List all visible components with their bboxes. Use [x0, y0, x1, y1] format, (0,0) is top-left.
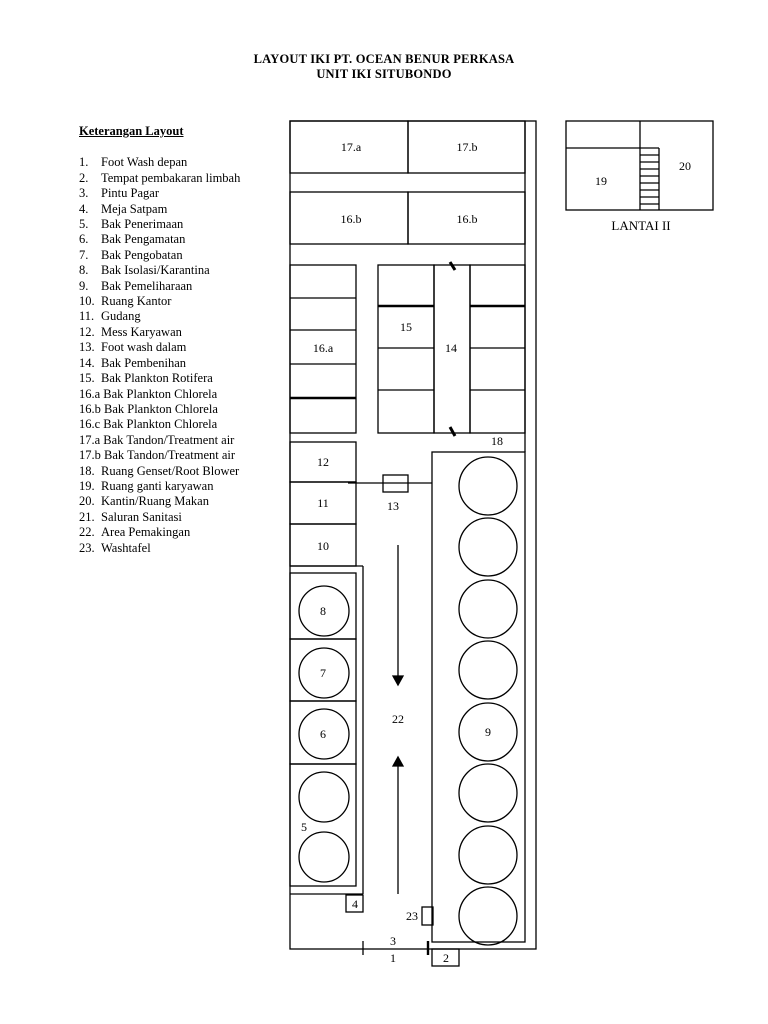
legend-item-number: 20.: [79, 494, 95, 509]
legend-item-number: 9.: [79, 278, 89, 293]
legend-item-text: Foot wash dalam: [101, 340, 187, 355]
tank-5-circle-bottom: [299, 832, 349, 882]
legend-item-text: 16.a Bak Plankton Chlorela: [79, 386, 218, 401]
label-7: 7: [320, 666, 326, 680]
label-18: 18: [491, 434, 503, 448]
tank-9-circles: [459, 457, 517, 945]
legend-item-text: Area Pemakingan: [101, 525, 191, 540]
legend-item-text: Bak Pemeliharaan: [101, 278, 193, 293]
door-mark-bottom: [450, 427, 455, 436]
legend-item-text: Ruang ganti karyawan: [101, 478, 214, 493]
legend-item-text: Ruang Genset/Root Blower: [101, 463, 240, 478]
legend-item-number: 4.: [79, 201, 89, 216]
label-16b-right: 16.b: [456, 212, 478, 226]
legend-item-number: 21.: [79, 509, 95, 524]
legend-item-text: Foot Wash depan: [101, 155, 188, 170]
legend-item-text: Meja Satpam: [101, 201, 168, 216]
area-22-arrow-down: [393, 545, 403, 685]
site-boundary: [290, 121, 536, 949]
legend-item-number: 8.: [79, 263, 89, 278]
legend-item-text: 17.b Bak Tandon/Treatment air: [79, 448, 236, 463]
legend-item-number: 7.: [79, 247, 89, 262]
legend-item-text: Washtafel: [101, 540, 151, 555]
legend-item-number: 14.: [79, 355, 95, 370]
legend-item-number: 3.: [79, 186, 89, 201]
legend-item-text: Bak Pengobatan: [101, 247, 183, 262]
label-3: 3: [390, 934, 396, 948]
legend-item-text: Bak Plankton Rotifera: [101, 371, 213, 386]
tank-15-block: [378, 265, 434, 433]
label-23: 23: [406, 909, 418, 923]
legend-item-text: Kantin/Ruang Makan: [101, 494, 209, 509]
legend-item-text: Tempat pembakaran limbah: [101, 170, 241, 185]
legend-item-text: Bak Penerimaan: [101, 217, 184, 232]
legend-item-number: 2.: [79, 170, 89, 185]
label-lantai-2: LANTAI II: [611, 218, 671, 233]
layout-subtitle: UNIT IKI SITUBONDO: [316, 67, 452, 81]
legend-item-number: 11.: [79, 309, 95, 324]
label-12: 12: [317, 455, 329, 469]
legend-item-text: Mess Karyawan: [101, 324, 182, 339]
legend-item-number: 22.: [79, 525, 95, 540]
legend-item-text: Bak Pengamatan: [101, 232, 186, 247]
legend-item-text: 16.c Bak Plankton Chlorela: [79, 417, 218, 432]
label-4: 4: [352, 897, 358, 911]
legend-item-text: Saluran Sanitasi: [101, 509, 182, 524]
legend-item-text: Ruang Kantor: [101, 294, 172, 309]
legend-item-number: 23.: [79, 540, 95, 555]
legend-item-text: Bak Pembenihan: [101, 355, 187, 370]
legend-item-number: 6.: [79, 232, 89, 247]
label-17a: 17.a: [340, 140, 362, 154]
area-22-arrow-up: [393, 757, 403, 894]
label-16b-left: 16.b: [340, 212, 362, 226]
legend-item-number: 19.: [79, 478, 95, 493]
legend-item-text: Gudang: [101, 309, 141, 324]
label-14: 14: [445, 341, 457, 355]
tank-14-right-block: [470, 265, 525, 433]
label-22: 22: [392, 712, 404, 726]
door-mark-top: [450, 262, 455, 270]
label-16a: 16.a: [312, 341, 334, 355]
label-13: 13: [387, 499, 399, 513]
legend-item-number: 18.: [79, 463, 95, 478]
label-6: 6: [320, 727, 326, 741]
legend-item-number: 10.: [79, 294, 95, 309]
legend-item-text: Bak Isolasi/Karantina: [101, 263, 210, 278]
label-15: 15: [400, 320, 412, 334]
legend-item-text: 16.b Bak Plankton Chlorela: [79, 401, 218, 416]
label-11: 11: [317, 496, 329, 510]
legend-item-number: 15.: [79, 371, 95, 386]
legend-item-text: 17.a Bak Tandon/Treatment air: [79, 432, 235, 447]
legend-item-text: Pintu Pagar: [101, 186, 159, 201]
label-10: 10: [317, 539, 329, 553]
legend-heading: Keterangan Layout: [79, 124, 184, 138]
label-2: 2: [443, 951, 449, 965]
label-8: 8: [320, 604, 326, 618]
label-5: 5: [301, 820, 307, 834]
layout-title: LAYOUT IKI PT. OCEAN BENUR PERKASA: [253, 52, 515, 66]
tank-5-circle-top: [299, 772, 349, 822]
label-19: 19: [595, 174, 607, 188]
label-20: 20: [679, 159, 691, 173]
legend-item-number: 1.: [79, 155, 89, 170]
legend-item-number: 13.: [79, 340, 95, 355]
legend-item-number: 5.: [79, 217, 89, 232]
label-1: 1: [390, 951, 396, 965]
label-17b: 17.b: [456, 140, 478, 154]
legend-item-number: 12.: [79, 324, 95, 339]
label-9: 9: [485, 725, 491, 739]
